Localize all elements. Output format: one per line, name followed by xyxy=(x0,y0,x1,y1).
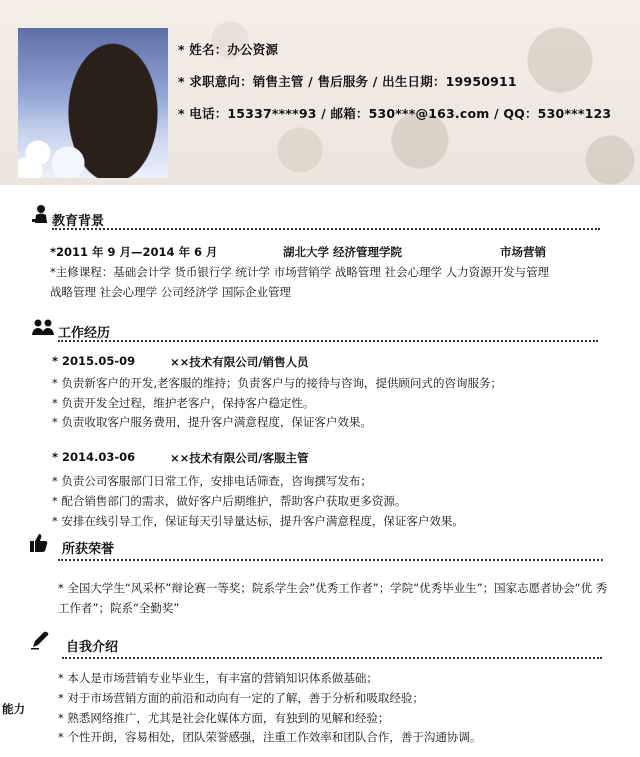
profile-photo xyxy=(18,28,168,178)
contact-line: * 电话：15337****93 / 邮箱：530***@163.com / QQ：530***123 xyxy=(178,106,612,121)
intro-title: 自我介绍 xyxy=(66,640,119,655)
job-company: ××技术有限公司/销售人员 xyxy=(170,355,309,369)
thumbs-up-icon xyxy=(30,533,48,553)
intro-line: * 个性开朗，容易相处，团队荣誉感强，注重工作效率和团队合作，善于沟通协调。 xyxy=(58,730,482,744)
job-duty: * 负责开发全过程，维护老客户，保持客户稳定性。 xyxy=(52,396,315,410)
education-courses-1: *主修课程：基础会计学 货币银行学 统计学 市场营销学 战略管理 社会心理学 人力资源开发与管理 xyxy=(50,265,550,279)
divider xyxy=(58,559,603,561)
job-duty: * 负责收取客户服务费用，提升客户满意程度，保证客户效果。 xyxy=(52,415,372,429)
job-duty: * 安排在线引导工作，保证每天引导量达标，提升客户满意程度，保证客户效果。 xyxy=(52,514,464,528)
intro-line: * 熟悉网络推广，尤其是社会化媒体方面，有独到的见解和经验； xyxy=(58,711,390,725)
job-duty: * 负责公司客服部门日常工作，安排电话筛查，咨询撰写发布； xyxy=(52,474,372,488)
education-courses-2: 战略管理 社会心理学 公司经济学 国际企业管理 xyxy=(50,285,291,299)
honors-title: 所获荣誉 xyxy=(62,542,115,557)
education-school: 湖北大学 经济管理学院 xyxy=(283,245,403,259)
divider xyxy=(58,340,598,342)
divider xyxy=(62,657,602,659)
intro-line: * 本人是市场营销专业毕业生，有丰富的营销知识体系做基础； xyxy=(58,671,378,685)
job-duty: * 负责新客户的开发,老客服的维持；负责客户与的接待与咨询，提供顾问式的咨询服务； xyxy=(52,376,503,390)
resume-header xyxy=(0,0,640,185)
education-period: *2011 年 9 月—2014 年 6 月 xyxy=(50,245,218,259)
name-line: * 姓名：办公资源 xyxy=(178,42,279,57)
honors-line: 工作者”；院系“全勤奖” xyxy=(58,601,180,615)
education-major: 市场营销 xyxy=(500,245,546,259)
people-icon xyxy=(31,318,55,336)
honors-line: * 全国大学生“风采杯”辩论赛一等奖；院系学生会”优秀工作者”；学院“优秀毕业生”；国家志愿者协会“优 秀 xyxy=(58,581,608,595)
work-title: 工作经历 xyxy=(58,326,111,341)
pen-icon xyxy=(30,630,50,650)
intent-line: * 求职意向：销售主管 / 售后服务 / 出生日期：19950911 xyxy=(178,74,517,89)
intro-line: * 对于市场营销方面的前沿和动向有一定的了解，善于分析和吸取经验； xyxy=(58,691,424,705)
job-company: ××技术有限公司/客服主管 xyxy=(170,451,309,465)
education-title: 教育背景 xyxy=(52,214,105,229)
side-label: 能力 xyxy=(2,702,25,716)
job-date: * 2015.05-09 xyxy=(52,354,136,368)
job-date: * 2014.03-06 xyxy=(52,450,136,464)
divider xyxy=(52,228,600,230)
person-icon xyxy=(32,204,48,224)
job-duty: * 配合销售部门的需求，做好客户后期维护，帮助客户获取更多资源。 xyxy=(52,494,407,508)
